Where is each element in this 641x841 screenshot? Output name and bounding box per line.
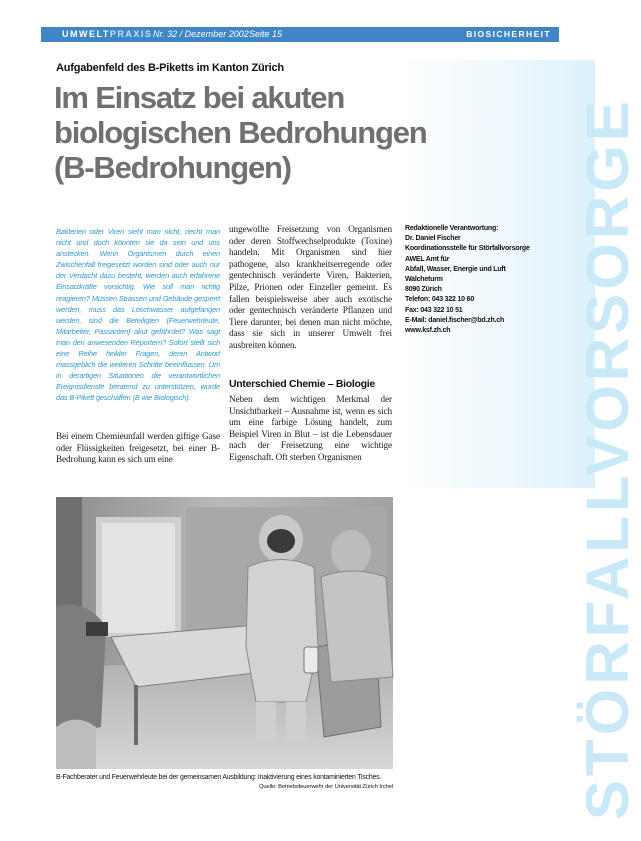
contact-email: E-Mail: daniel.fischer@bd.zh.ch [405, 316, 505, 324]
contact-line: Walcheturm [405, 276, 443, 284]
contact-line: Koordinationsstelle für Störfallvorsorge [405, 245, 530, 253]
contact-line: AWEL Amt für [405, 255, 450, 263]
contact-line: 8090 Zürich [405, 286, 442, 294]
contact-line: Redaktionelle Verantwortung: [405, 225, 499, 232]
brand-umwelt: UMWELT [62, 29, 110, 39]
title-line: Im Einsatz bei akuten [54, 80, 345, 115]
contact-line: Dr. Daniel Fischer [405, 235, 461, 243]
article-lead: Bakterien oder Viren sieht man nicht, riecht man nicht und doch könnten sie da sein und uns anstecken. Wenn Organismen durch einen Zwischenfall freigesetzt worden sind oder auch nur der Verdacht dazu besteht, werden auch erfahrene Einsatzkräfte vorsichtig. Wie soll man richtig reagieren? Müssen Strassen und Gebäude gesperrt werden, muss das Löschwasser aufgefangen werden, sind die Beteiligten (Feuerwehrleute, Mitarbeiter, Passanten) akut gefährdet? Was sagt man den anwesenden Reportern? Sofort stellt sich eine Reihe heikler Fragen, deren Antwort massgeblich die weiteren Schritte beeinflussen. Um in derartigen Situationen die verantwortlichen Ereignisdienste beratend zu unterstützen, wurde das B-Pikett geschaffen (B wie Biologisch). [56, 227, 220, 403]
article-title [54, 80, 427, 185]
side-title: STÖRFALLVORSORGE [574, 97, 641, 820]
subheading: Unterschied Chemie – Biologie [229, 378, 375, 390]
title-line: (B-Bedrohungen) [54, 150, 291, 185]
publication-brand [62, 29, 152, 40]
body-text-column-2: ungewollte Freisetzung von Organismen oder deren Stoffwechselprodukte (Toxine) handeln. Mit Organismen sind hier pathogene, also krankheitserregende oder gentechnisch veränderte Viren, Bakterien, Pilze, Prionen oder Einzeller gemeint. Es fallen beispielsweise aber auch exotische oder gentechnisch veränderte Pflanzen und Tiere darunter, bei denen man nicht möchte, dass sie sich in unserer Umwelt frei ausbreiten können. [229, 224, 392, 350]
body-text-column-2-continued: Neben dem wichtigen Merkmal der Unsichtbarkeit – Ausnahme ist, wenn es sich um eine farbige Lösung handelt, zum Beispiel Viren in Blut – ist die Lebensdauer nach der Freisetzung eine wichtige Eigenschaft. Oft sterben Organismen [229, 394, 392, 462]
article-kicker: Aufgabenfeld des B-Piketts im Kanton Zürich [56, 62, 284, 74]
photo-credit: Quelle: Betriebsfeuerwehr der Universität Zürich Irchel [258, 784, 393, 790]
title-line: biologischen Bedrohungen [54, 115, 427, 150]
header-bar [41, 27, 559, 42]
editorial-contact-box [405, 224, 555, 336]
section-label: BIOSICHERHEIT [466, 29, 551, 39]
training-photo [56, 497, 393, 769]
issue-number: Nr. 32 / Dezember 2002 [153, 29, 249, 39]
body-text-column-1: Bei einem Chemieunfall werden giftige Gase oder Flüssigkeiten freigesetzt, bei einer B-Bedrohung kann es sich um eine [56, 431, 220, 465]
brand-praxis: PRAXIS [109, 29, 153, 39]
photo-caption: B-Fachberater und Feuerwehrleute bei der gemeinsamen Ausbildung: Inaktivierung eines kontaminierten Tisches. [56, 774, 382, 781]
contact-line: Fax: 043 322 10 51 [405, 306, 463, 314]
contact-line: Abfall, Wasser, Energie und Luft [405, 265, 506, 273]
contact-line: Telefon: 043 322 10 60 [405, 296, 475, 304]
contact-website: www.ksf.zh.ch [405, 327, 451, 335]
page-number: Seite 15 [249, 29, 283, 39]
